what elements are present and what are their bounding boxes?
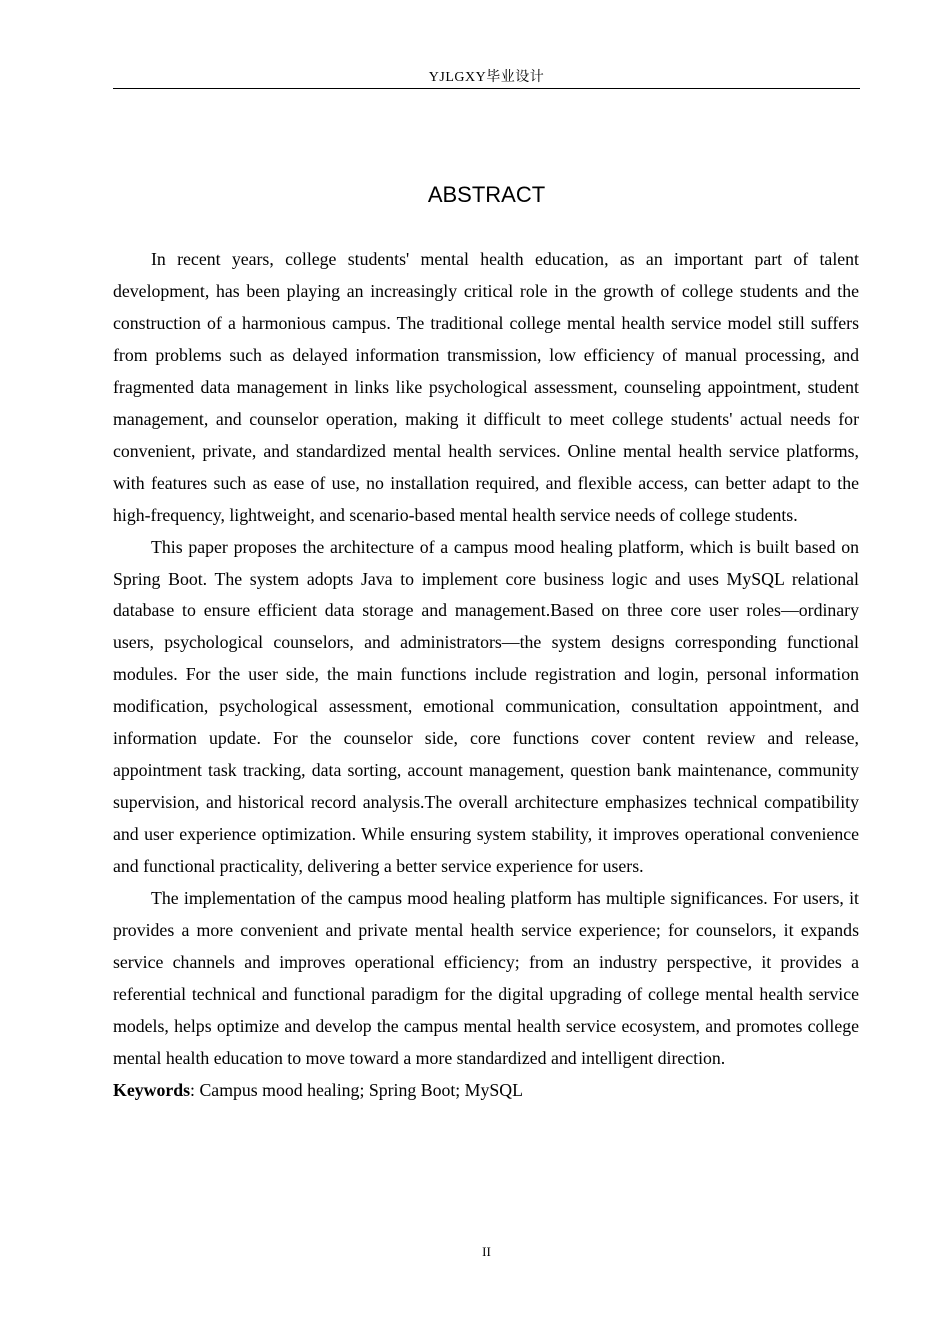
abstract-title: ABSTRACT xyxy=(427,182,546,207)
keywords-label: Keywords xyxy=(113,1079,191,1100)
page-number: II xyxy=(482,1244,491,1259)
abstract-paragraph: This paper proposes the architecture of a campus mood healing platform, which is built based on Spring Boot. The system adopts Java to implement core business logic and uses MySQL relational database to ensure efficient data storage and management.Based on three core user roles—ordinary users, psychological counselors, and administrators—the system designs corresponding functional modules. For the user side, the main functions include registration and login, personal information modification, psychological assessment, emotional communication, consultation appointment, and information update. For the counselor side, core functions cover content review and release, appointment task tracking, data sorting, account management, question bank maintenance, community supervision, and historical record analysis.The overall architecture emphasizes technical compatibility and user experience optimization. While ensuring system stability, it improves operational convenience and functional practicality, delivering a better service experience for users. xyxy=(113,536,859,877)
keywords-separator: : xyxy=(190,1079,200,1100)
page-header: YJLGXY毕业设计 xyxy=(113,68,860,89)
abstract-paragraph: In recent years, college students' mental health education, as an important part of talent development, has been playing an increasingly critical role in the growth of college students and the construction of a harmonious campus. The traditional college mental health service model still suffers from problems such as delayed information transmission, low efficiency of manual processing, and fragmented data management in links like psychological assessment, counseling appointment, student management, and counselor operation, making it difficult to meet college students' actual needs for convenient, private, and standardized mental health services. Online mental health service platforms, with features such as ease of use, no installation required, and flexible access, can better adapt to the high-frequency, lightweight, and scenario-based mental health service needs of college students. xyxy=(113,249,859,525)
keywords-line xyxy=(113,1075,859,1107)
abstract-body xyxy=(113,244,859,1107)
keywords-value: Campus mood healing; Spring Boot; MySQL xyxy=(199,1079,523,1100)
abstract-paragraph: The implementation of the campus mood healing platform has multiple significances. For users, it provides a more convenient and private mental health service experience; for counselors, it expands service channels and improves operational efficiency; from an industry perspective, it provides a referential technical and functional paradigm for the digital upgrading of college mental health service models, helps optimize and develop the campus mental health service ecosystem, and promotes college mental health education to move toward a more standardized and intelligent direction. xyxy=(113,888,859,1068)
